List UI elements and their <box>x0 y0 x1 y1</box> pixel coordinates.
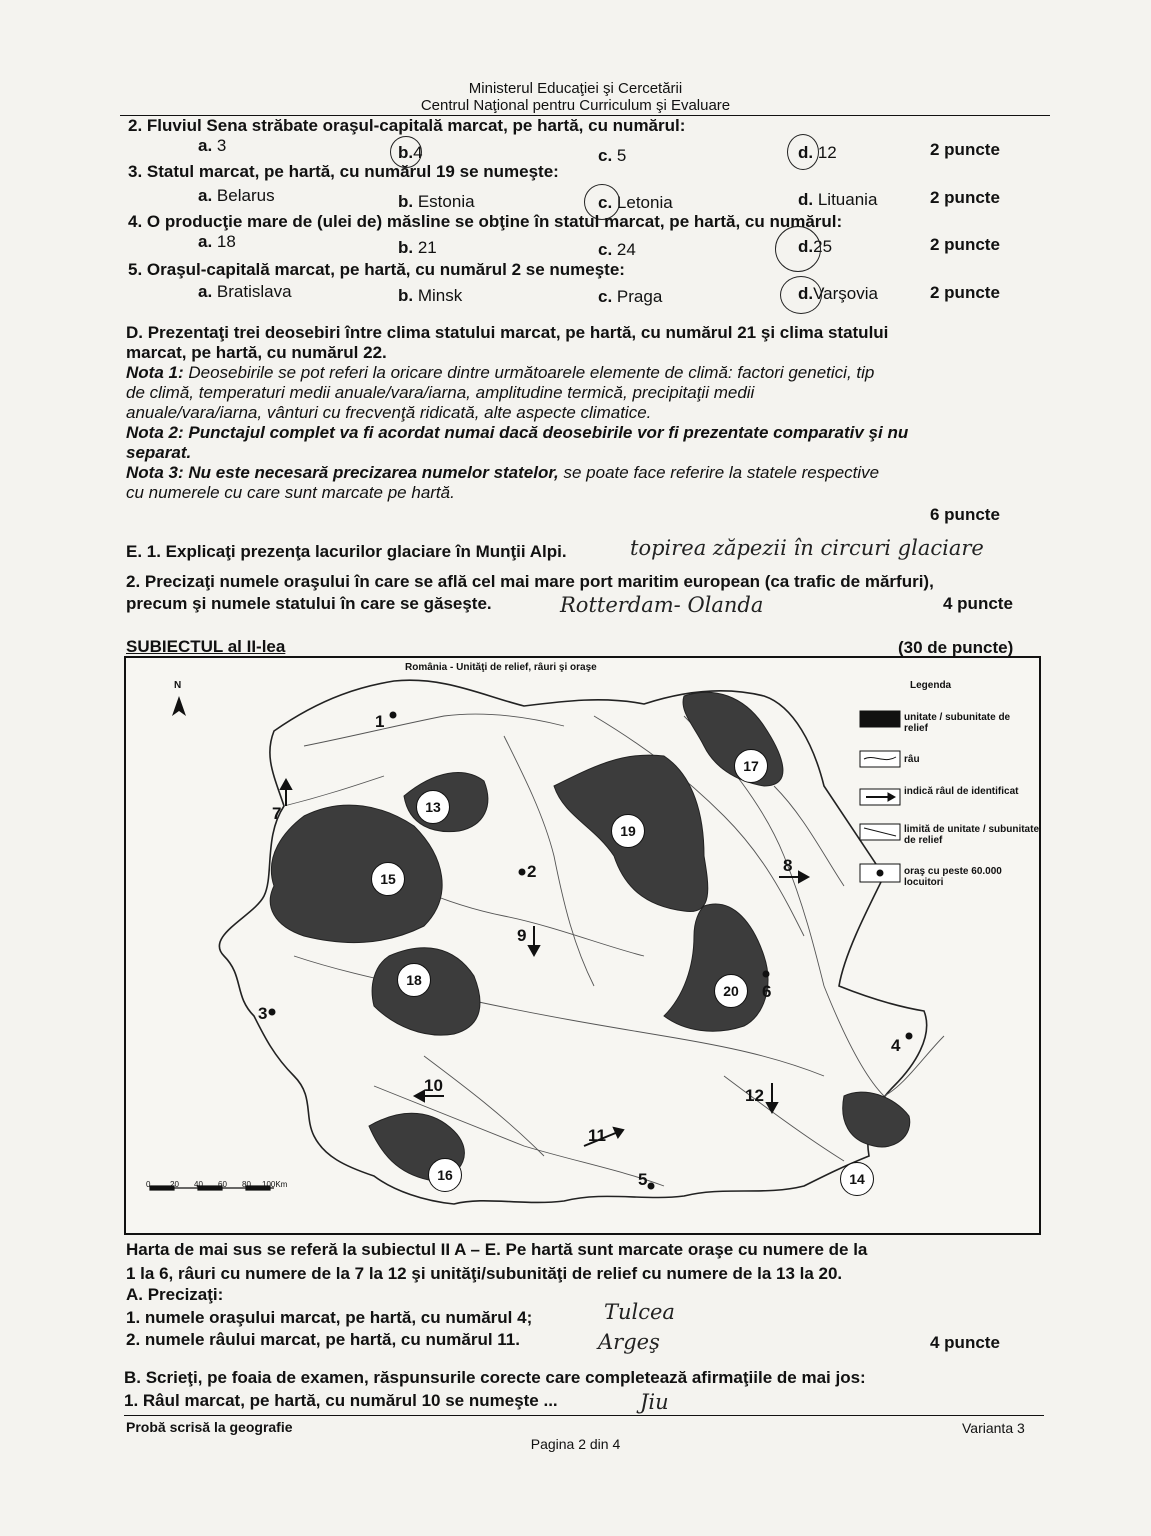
section-ii-intro-2: 1 la 6, râuri cu numere de la 7 la 12 şi unităţi/subunităţi de relief cu numere de la 13 la 20. <box>126 1264 843 1283</box>
question-5: 5. Oraşul-capitală marcat, pe hartă, cu numărul 2 se numeşte: <box>128 260 625 279</box>
question-2: 2. Fluviul Sena străbate oraşul-capitală marcat, pe hartă, cu numărul: <box>128 116 686 135</box>
q2-option-d: d. 12 <box>798 143 837 162</box>
handwritten-circle-d <box>775 226 821 272</box>
section-e-points: 4 puncte <box>943 594 1013 613</box>
handwritten-circle-d <box>780 276 822 314</box>
q4-option-c: c. 24 <box>598 240 636 259</box>
section-d: D. Prezentaţi trei deosebiri între clima statului marcat, pe hartă, cu numărul 21 şi clima statului marcat, pe hartă, cu numărul 22. Nota 1: Deosebirile se pot referi la oricare dintre următoarele elemente de climă: factori genetici, tip de climă, temperaturi medii anuale/vara/iarna, amplitudine termică, precipitaţii medii anuale/vara/iarna, vânturi cu frecvenţă ridicată, alte aspecte climatice. Nota 2: Punctajul complet va fi acordat numai dacă deosebirile vor fi prezentate comparativ şi nu separat. Nota 3: Nu este necesară precizarea numelor statelor, se poate face referire la statele respective cu numerele cu care sunt marcate pe hartă. <box>126 323 909 502</box>
section-b-1: 1. Râul marcat, pe hartă, cu numărul 10 se numeşte ... <box>124 1391 558 1410</box>
handwritten-answer-e2: Rotterdam- Olanda <box>560 593 764 617</box>
map-city-6: 6 <box>762 982 772 1001</box>
map-city-4: 4 <box>891 1036 901 1055</box>
handwritten-circle-d <box>787 134 819 170</box>
q5-option-d: d.Varşovia <box>798 284 878 303</box>
handwritten-answer-b1: Jiu <box>640 1390 669 1414</box>
map-river-7: 7 <box>272 804 282 823</box>
footer-exam-name: Probă scrisă la geografie <box>126 1419 293 1435</box>
scale-20: 20 <box>170 1180 179 1189</box>
q3-points: 2 puncte <box>930 188 1000 207</box>
legend-boundary: limită de unitate / subunitate de relief <box>904 824 1040 846</box>
header-center: Centrul Naţional pentru Curriculum şi Evaluare <box>420 97 731 114</box>
map-relief-17: 17 <box>734 749 768 783</box>
section-d-points: 6 puncte <box>930 505 1000 524</box>
section-e-1: E. 1. Explicaţi prezenţa lacurilor glaciare în Munţii Alpi. <box>126 542 567 561</box>
section-a-title: A. Precizaţi: <box>126 1285 224 1304</box>
q2-option-b: b.4 <box>398 143 423 162</box>
q2-option-c: c. 5 <box>598 146 627 165</box>
q5-option-c: c. Praga <box>598 287 663 306</box>
q3-option-b: b. Estonia <box>398 192 475 211</box>
q4-option-b: b. 21 <box>398 238 437 257</box>
section-a-2: 2. numele râului marcat, pe hartă, cu numărul 11. <box>126 1330 520 1349</box>
subiect-2-points: (30 de puncte) <box>898 638 1014 657</box>
question-4: 4. O producţie mare de (ulei de) măsline se obţine în statul marcat, pe hartă, cu numărul: <box>128 212 843 231</box>
map-city-2: 2 <box>527 862 537 881</box>
scale-80: 80 <box>242 1180 251 1189</box>
section-b-title: B. Scrieţi, pe foaia de examen, răspunsurile corecte care completează afirmaţiile de mai jos: <box>124 1368 866 1387</box>
scale-100: 100Km <box>262 1180 288 1189</box>
header-ministry: Ministerul Educaţiei şi Cercetării <box>468 80 683 97</box>
romania-map <box>124 656 1041 1235</box>
section-a-points: 4 puncte <box>930 1333 1000 1352</box>
map-relief-13: 13 <box>416 790 450 824</box>
map-city-1: 1 <box>375 712 385 731</box>
map-relief-19: 19 <box>611 814 645 848</box>
handwritten-answer-a2: Argeş <box>598 1330 660 1354</box>
footer-rule <box>124 1415 1044 1416</box>
section-a-1: 1. numele oraşului marcat, pe hartă, cu numărul 4; <box>126 1308 533 1327</box>
q5-option-b: b. Minsk <box>398 286 463 305</box>
map-north-label: N <box>174 680 182 691</box>
map-river-8: 8 <box>783 856 793 875</box>
q4-points: 2 puncte <box>930 235 1000 254</box>
q3-option-a: a. Belarus <box>198 186 275 205</box>
section-e-2: 2. Precizaţi numele oraşului în care se află cel mai mare port maritim european (ca trafic de mărfuri), <box>126 572 934 591</box>
legend-title: Legenda <box>910 680 952 691</box>
q5-option-a: a. Bratislava <box>198 282 292 301</box>
q4-option-d: d.25 <box>798 237 833 256</box>
footer-page-number: Pagina 2 din 4 <box>530 1436 621 1452</box>
q5-points: 2 puncte <box>930 283 1000 302</box>
footer-variant: Varianta 3 <box>962 1420 1025 1436</box>
scale-0: 0 <box>146 1180 151 1189</box>
map-relief-16: 16 <box>428 1158 462 1192</box>
q3-option-d: d. Lituania <box>798 190 878 209</box>
q2-points: 2 puncte <box>930 140 1000 159</box>
legend-river: râu <box>904 754 920 765</box>
legend-relief: unitate / subunitate de relief <box>904 712 1011 734</box>
legend-city: oraş cu peste 60.000 locuitori <box>904 866 1002 888</box>
subiect-2-title: SUBIECTUL al II-lea <box>126 637 286 656</box>
q4-option-a: a. 18 <box>198 232 236 251</box>
map-relief-20: 20 <box>714 974 748 1008</box>
q3-option-c: c. Letonia <box>598 193 673 212</box>
map-title: România - Unităţi de relief, râuri şi oraşe <box>405 662 597 673</box>
scale-40: 40 <box>194 1180 203 1189</box>
legend-indicator: indică râul de identificat <box>904 786 1019 797</box>
map-river-9: 9 <box>517 926 527 945</box>
handwritten-answer-e1: topirea zăpezii în circuri glaciare <box>630 536 984 560</box>
map-river-12: 12 <box>745 1086 764 1105</box>
q2-option-a: a. 3 <box>198 136 227 155</box>
section-ii-intro-1: Harta de mai sus se referă la subiectul II A – E. Pe hartă sunt marcate oraşe cu numere de la <box>126 1240 868 1259</box>
map-city-5: 5 <box>638 1170 648 1189</box>
map-river-10: 10 <box>424 1076 443 1095</box>
map-city-3: 3 <box>258 1004 268 1023</box>
section-e-3: precum şi numele statului în care se găseşte. <box>126 594 492 613</box>
scale-60: 60 <box>218 1180 227 1189</box>
map-relief-15: 15 <box>371 862 405 896</box>
map-relief-14: 14 <box>840 1162 874 1196</box>
map-river-11: 11 <box>588 1126 606 1145</box>
question-3: 3. Statul marcat, pe hartă, cu numărul 19 se numeşte: <box>128 162 559 181</box>
map-relief-18: 18 <box>397 963 431 997</box>
handwritten-answer-a1: Tulcea <box>604 1300 675 1324</box>
